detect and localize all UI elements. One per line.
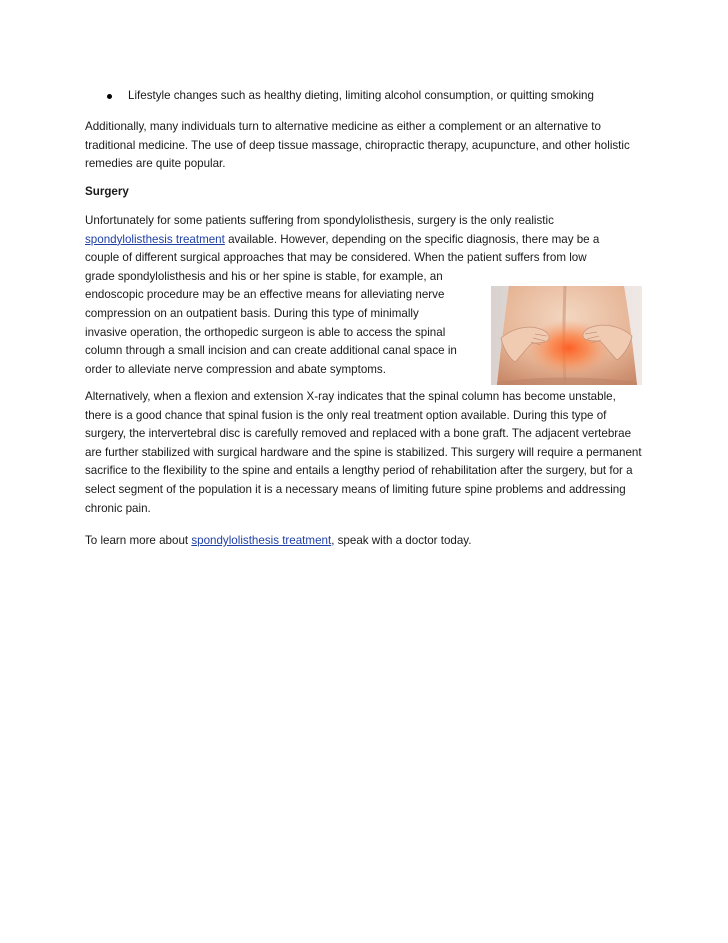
spondylolisthesis-treatment-link[interactable]: spondylolisthesis treatment [85, 232, 225, 246]
paragraph-line: endoscopic procedure may be an effective means for alleviating nerve [85, 288, 445, 302]
bullet-text: Lifestyle changes such as healthy dieting, limiting alcohol consumption, or quitting smoking [128, 89, 594, 102]
paragraph-line: column through a small incision and can create additional canal space in [85, 344, 457, 358]
paragraph-line: Unfortunately for some patients suffering from spondylolisthesis, surgery is the only realistic [85, 214, 554, 227]
back-pain-illustration [491, 286, 642, 385]
paragraph-text: available. However, depending on the specific diagnosis, there may be a [224, 232, 600, 246]
paragraph-text: To learn more about [85, 534, 192, 547]
spondylolisthesis-treatment-link[interactable]: spondylolisthesis treatment [191, 534, 332, 547]
paragraph-learn-more [85, 532, 645, 551]
paragraph-line: order to alleviate nerve compression and abate symptoms. [85, 362, 386, 376]
paragraph-line: invasive operation, the orthopedic surgeon is able to access the spinal [85, 325, 446, 339]
paragraph-line [85, 231, 645, 250]
paragraph-spinal-fusion: Alternatively, when a flexion and extension X-ray indicates that the spinal column has become unstable, there is a good chance that spinal fusion is the only real treatment option available. During this type of surgery, the intervertebral disc is carefully removed and replaced with a bone graft. The adjacent vertebrae are further stabilized with surgical hardware and the spine is stabilized. This surgery will require a permanent sacrifice to the flexibility to the spine and entails a lengthy period of rehabilitation after the surgery, but for a select segment of the population it is a necessary means of limiting future spine problems and addressing chronic pain. [85, 390, 642, 515]
section-heading-surgery: Surgery [85, 185, 129, 198]
paragraph-alternative-medicine: Additionally, many individuals turn to alternative medicine as either a complement or an alternative to traditional medicine. The use of deep tissue massage, chiropractic therapy, acupuncture, and other holistic remedies are quite popular. [85, 120, 630, 171]
bullet-icon [107, 94, 112, 99]
paragraph-line: grade spondylolisthesis and his or her spine is stable, for example, an [85, 269, 443, 283]
lower-back-pain-photo [491, 286, 642, 385]
paragraph-line: compression on an outpatient basis. During this type of minimally [85, 306, 419, 320]
paragraph-text: , speak with a doctor today. [331, 534, 472, 547]
paragraph-line: couple of different surgical approaches that may be considered. When the patient suffers from low [85, 251, 587, 265]
